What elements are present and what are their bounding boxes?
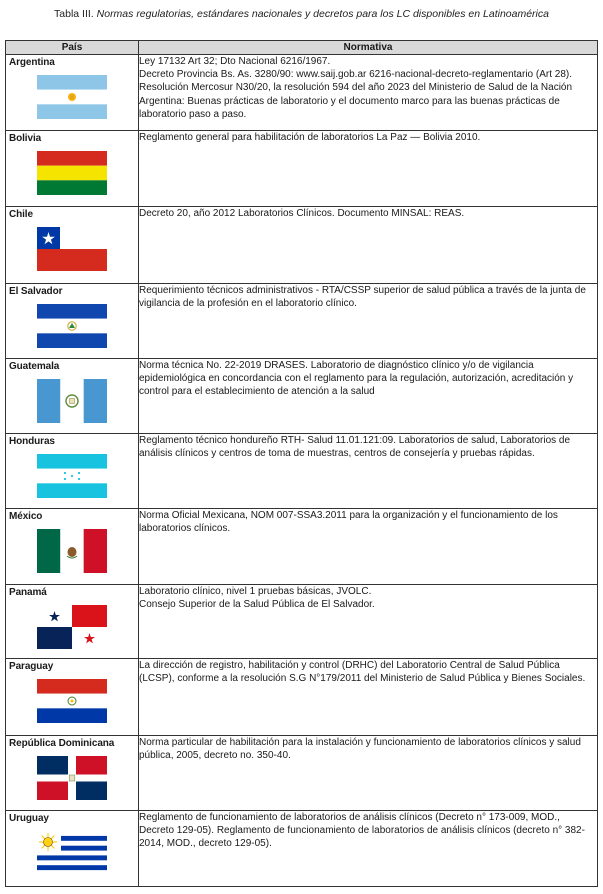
norm-cell — [139, 359, 598, 434]
norm-cell — [139, 131, 598, 207]
norm-cell — [139, 284, 598, 359]
table-row — [6, 659, 598, 736]
table-row — [6, 207, 598, 284]
norm-cell — [139, 207, 598, 284]
table-header-row — [6, 41, 598, 55]
uruguay-flag-icon — [37, 831, 107, 875]
table-row — [6, 736, 598, 811]
mexico-flag-icon — [37, 529, 107, 573]
dominican-republic-flag-icon — [37, 756, 107, 800]
table-row — [6, 131, 598, 207]
country-name: Guatemala — [9, 361, 60, 372]
norm-cell — [139, 434, 598, 509]
norm-text: Norma Oficial Mexicana, NOM 007-SSA3.2011 para la organización y el funcionamiento de los laboratorios clínicos. — [139, 510, 558, 535]
country-name: República Dominicana — [9, 738, 115, 749]
country-name: Paraguay — [9, 661, 54, 672]
regulations-table — [5, 40, 598, 887]
country-cell — [6, 585, 139, 659]
country-name: Chile — [9, 209, 33, 220]
table-row — [6, 359, 598, 434]
norm-text: Decreto 20, año 2012 Laboratorios Clínicos. Documento MINSAL: REAS. — [139, 208, 465, 219]
country-name: El Salvador — [9, 286, 63, 297]
honduras-flag-icon — [37, 454, 107, 498]
country-cell — [6, 811, 139, 887]
norm-text: Requerimiento técnicos administrativos - RTA/CSSP superior de salud pública a través de la junta de vigilancia de la profesión en el laboratorio clínico. — [139, 285, 586, 310]
header-norm: Normativa — [139, 41, 598, 55]
table-caption — [0, 8, 603, 20]
table-row — [6, 55, 598, 131]
country-name: México — [9, 511, 43, 522]
country-name: Bolivia — [9, 133, 42, 144]
country-cell — [6, 131, 139, 207]
country-cell — [6, 55, 139, 131]
bolivia-flag-icon — [37, 151, 107, 195]
paraguay-flag-icon — [37, 679, 107, 723]
norm-text: Laboratorio clínico, nivel 1 pruebas básicas, JVOLC. — [139, 586, 372, 597]
country-cell — [6, 284, 139, 359]
el-salvador-flag-icon — [37, 304, 107, 348]
norm-text: La dirección de registro, habilitación y control (DRHC) del Laboratorio Central de Salud Pública (LCSP), conforme a la resolución S.G N°179/2011 del Ministerio de Salud Pública y Bienes Sociales. — [139, 660, 586, 685]
norm-cell — [139, 659, 598, 736]
norm-text: Norma técnica No. 22-2019 DRASES. Laboratorio de diagnóstico clínico y/o de vigilancia epidemiológica en concordancia con el reglamento para la regulación, autorización, acreditación y control para el establecimiento de atención a la salud — [139, 360, 574, 398]
panama-flag-icon — [37, 605, 107, 649]
norm-text: Reglamento de funcionamiento de laboratorios de análisis clínicos (Decreto n° 173-009, MOD., Decreto 129-05). Reglamento de funcionamiento de laboratorios de análisis clínicos (decreto n° 382-2014, MOD., decreto 129-05). — [139, 812, 585, 850]
table-row — [6, 284, 598, 359]
country-cell — [6, 659, 139, 736]
country-name: Panamá — [9, 587, 47, 598]
table-row — [6, 585, 598, 659]
norm-text: Ley 17132 Art 32; Dto Nacional 6216/1967. — [139, 56, 331, 67]
chile-flag-icon — [37, 227, 107, 271]
caption-lead: Tabla III. — [54, 8, 94, 20]
table-row — [6, 509, 598, 585]
country-cell — [6, 434, 139, 509]
norm-cell — [139, 509, 598, 585]
country-name: Argentina — [9, 57, 55, 68]
norm-cell — [139, 811, 598, 887]
table-row — [6, 811, 598, 887]
country-cell — [6, 207, 139, 284]
country-cell — [6, 736, 139, 811]
norm-cell — [139, 736, 598, 811]
caption-title: Normas regulatorias, estándares nacionales y decretos para los LC disponibles en Latinoamérica — [96, 8, 549, 20]
norm-text: Decreto Provincia Bs. As. 3280/90: www.saij.gob.ar 6216-nacional-decreto-reglamentario (Art 28). Resolución Mercosur N30/20, la resolución 594 del año 2023 del Ministerio de Salud de la Nación Argentina: Buenas prácticas de laboratorio y el documento marco para las buenas prácticas de laboratorio paso a paso. — [139, 69, 573, 120]
norm-text: Consejo Superior de la Salud Pública de El Salvador. — [139, 599, 375, 611]
country-cell — [6, 509, 139, 585]
norm-text: Norma particular de habilitación para la instalación y funcionamiento de laboratorios clínicos y salud pública, 2005, decreto no. 350-40. — [139, 737, 581, 762]
country-cell — [6, 359, 139, 434]
country-name: Uruguay — [9, 813, 49, 824]
argentina-flag-icon — [37, 75, 107, 119]
norm-cell — [139, 585, 598, 659]
table-row — [6, 434, 598, 509]
header-country: País — [6, 41, 139, 55]
country-name: Honduras — [9, 436, 55, 447]
norm-text: Reglamento técnico hondureño RTH- Salud 11.01.121:09. Laboratorios de salud, Laboratorios de análisis clínicos y centros de toma de muestras, centros de consejería y pruebas rápidas. — [139, 435, 571, 460]
norm-cell — [139, 55, 598, 131]
guatemala-flag-icon — [37, 379, 107, 423]
norm-text: Reglamento general para habilitación de laboratorios La Paz — Bolivia 2010. — [139, 132, 481, 143]
